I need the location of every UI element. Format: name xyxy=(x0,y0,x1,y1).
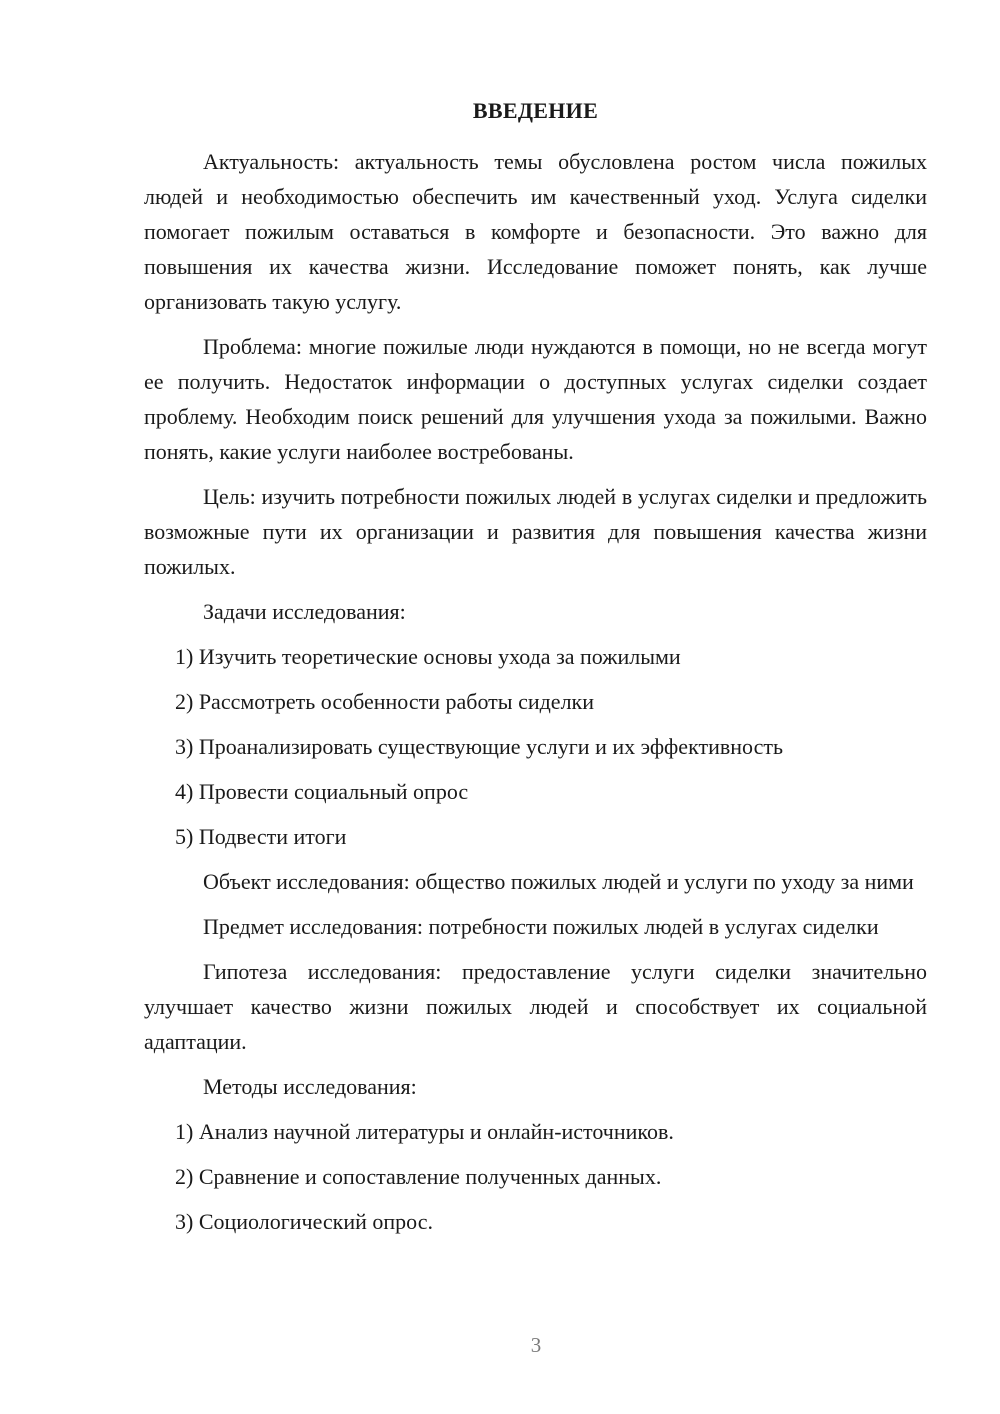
tasks-heading: Задачи исследования: xyxy=(203,599,406,624)
document-page xyxy=(144,95,927,1249)
task-item: 4) Провести социальный опрос xyxy=(175,779,469,804)
task-item: 1) Изучить теоретические основы ухода за пожилыми xyxy=(175,644,681,669)
problem-paragraph: Проблема: многие пожилые люди нуждаются в помощи, но не всегда могут ее получить. Недостаток информации о доступных услугах сиделки создает проблему. Необходим поиск решений для улучшения ухода за пожилыми. Важно понять, какие услуги наиболее востребованы. xyxy=(144,334,927,464)
tasks-list xyxy=(144,639,927,854)
method-item: 2) Сравнение и сопоставление полученных данных. xyxy=(175,1164,662,1189)
subject-paragraph: Предмет исследования: потребности пожилых людей в услугах сиделки xyxy=(203,914,879,939)
goal-paragraph: Цель: изучить потребности пожилых людей в услугах сиделки и предложить возможные пути их организации и развития для повышения качества жизни пожилых. xyxy=(144,484,927,579)
object-paragraph: Объект исследования: общество пожилых людей и услуги по уходу за ними xyxy=(203,869,914,894)
relevance-paragraph: Актуальность: актуальность темы обусловлена ростом числа пожилых людей и необходимостью обеспечить им качественный уход. Услуга сиделки помогает пожилым оставаться в комфорте и безопасности. Это важно для повышения их качества жизни. Исследование поможет понять, как лучше организовать такую услугу. xyxy=(144,149,927,314)
task-item: 5) Подвести итоги xyxy=(175,824,347,849)
method-item: 3) Социологический опрос. xyxy=(175,1209,433,1234)
methods-heading: Методы исследования: xyxy=(203,1074,417,1099)
section-title: ВВЕДЕНИЕ xyxy=(472,98,599,123)
hypothesis-paragraph: Гипотеза исследования: предоставление услуги сиделки значительно улучшает качество жизни пожилых людей и способствует их социальной адаптации. xyxy=(144,959,927,1054)
task-item: 3) Проанализировать существующие услуги и их эффективность xyxy=(175,734,783,759)
method-item: 1) Анализ научной литературы и онлайн-источников. xyxy=(175,1119,674,1144)
task-item: 2) Рассмотреть особенности работы сиделки xyxy=(175,689,595,714)
page-number: 3 xyxy=(530,1333,542,1357)
methods-list xyxy=(144,1114,927,1239)
